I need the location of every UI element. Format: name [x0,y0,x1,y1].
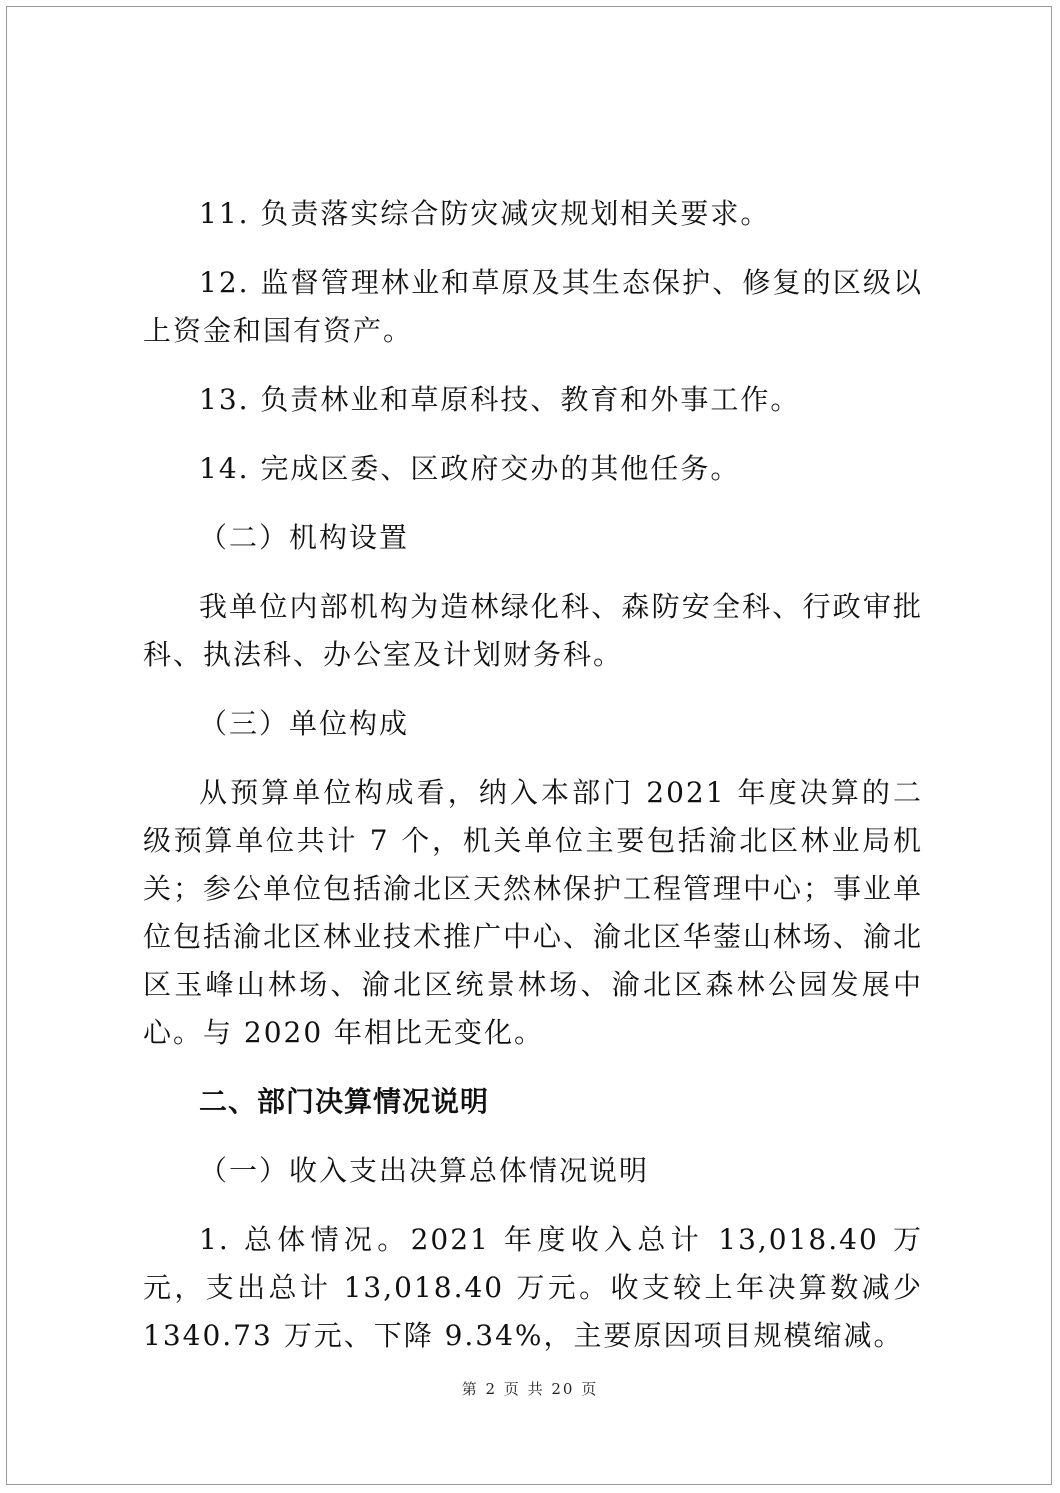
paragraph-item-13: 13. 负责林业和草原科技、教育和外事工作。 [199,383,801,416]
paragraph-item-14: 14. 完成区委、区政府交办的其他任务。 [199,452,741,485]
paragraph-item-12: 12. 监督管理林业和草原及其生态保护、修复的区级以上资金和国有资产。 [143,266,923,347]
section-heading-unit-composition: （三）单位构成 [199,707,410,740]
section-heading-final-accounts: 二、部门决算情况说明 [199,1085,490,1118]
paragraph-overall-situation: 1. 总体情况。2021 年度收入总计 13,018.40 万元，支出总计 13,018.40 万元。收支较上年决算数减少 1340.73 万元、下降 9.34%，主要原因项目规模缩减。 [143,1223,923,1352]
page-number-footer: 第 2 页 共 20 页 [461,1380,599,1398]
section-heading-org-setup: （二）机构设置 [199,521,410,554]
subsection-heading-income-expense: （一）收入支出决算总体情况说明 [199,1154,650,1187]
document-body [143,190,923,1360]
paragraph-item-11: 11. 负责落实综合防灾减灾规划相关要求。 [199,197,771,230]
paragraph-org-setup: 我单位内部机构为造林绿化科、森防安全科、行政审批科、执法科、办公室及计划财务科。 [143,590,923,671]
paragraph-unit-composition: 从预算单位构成看，纳入本部门 2021 年度决算的二级预算单位共计 7 个，机关单位主要包括渝北区林业局机关；参公单位包括渝北区天然林保护工程管理中心；事业单位包括渝北区林业技术推广中心、渝北区华蓥山林场、渝北区玉峰山林场、渝北区统景林场、渝北区森林公园发展中心。与 2020 年相比无变化。 [143,776,924,1049]
